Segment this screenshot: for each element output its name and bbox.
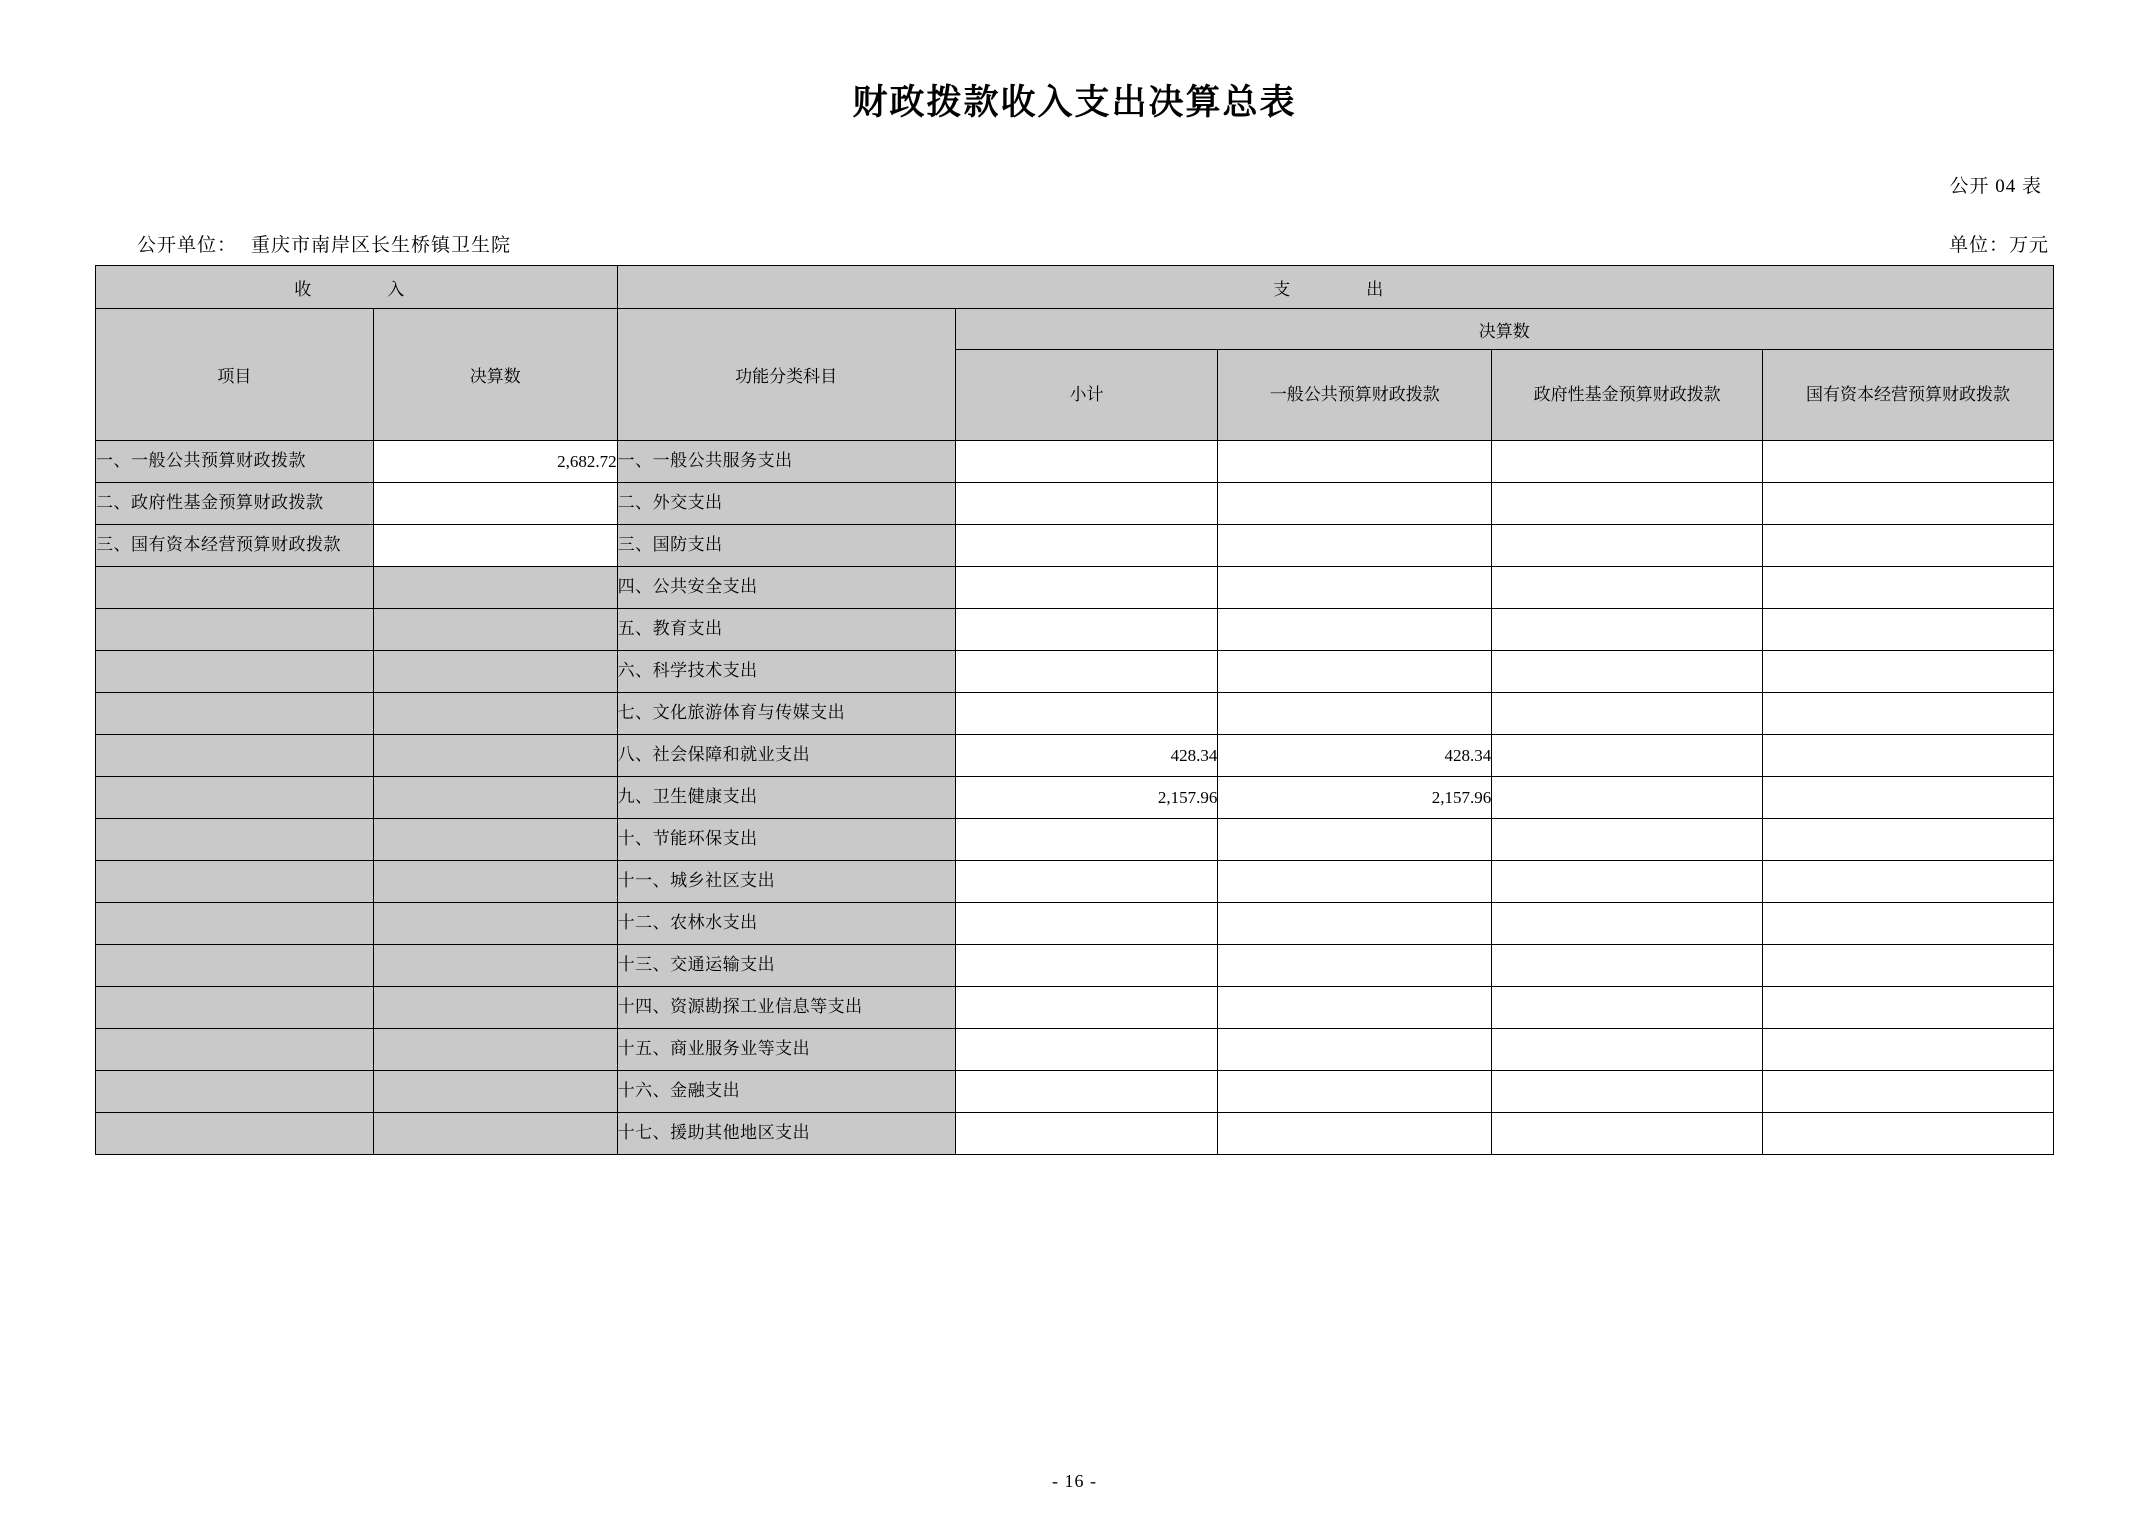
- expense-general-public: [1218, 693, 1492, 735]
- expense-gov-fund: [1492, 861, 1763, 903]
- income-label: [96, 987, 374, 1029]
- expense-general-public: [1218, 861, 1492, 903]
- expense-label: 六、科学技术支出: [617, 651, 955, 693]
- expense-gov-fund: [1492, 651, 1763, 693]
- expense-gov-fund: [1492, 567, 1763, 609]
- expense-state-capital: [1763, 1029, 2054, 1071]
- expense-label: 十六、金融支出: [617, 1071, 955, 1113]
- table-row: [96, 903, 2054, 945]
- expense-general-public: [1218, 1071, 1492, 1113]
- income-value: [373, 483, 617, 525]
- expense-general-public: [1218, 945, 1492, 987]
- financial-table: [95, 265, 2054, 1155]
- header-expense-final-group: 决算数: [955, 309, 2053, 350]
- table-row: [96, 819, 2054, 861]
- expense-state-capital: [1763, 945, 2054, 987]
- income-value: [373, 1113, 617, 1155]
- expense-gov-fund: [1492, 987, 1763, 1029]
- expense-state-capital: [1763, 1113, 2054, 1155]
- income-value: [373, 861, 617, 903]
- expense-subtotal: [955, 525, 1218, 567]
- table-row: [96, 651, 2054, 693]
- expense-subtotal: [955, 903, 1218, 945]
- table-row: [96, 441, 2054, 483]
- expense-label: 十、节能环保支出: [617, 819, 955, 861]
- header-expense-category: 功能分类科目: [617, 309, 955, 441]
- income-value: [373, 609, 617, 651]
- income-label: [96, 651, 374, 693]
- table-row: [96, 1029, 2054, 1071]
- income-value: [373, 567, 617, 609]
- expense-label: 三、国防支出: [617, 525, 955, 567]
- table-header-group-row: [96, 266, 2054, 309]
- expense-subtotal: [955, 567, 1218, 609]
- header-expense-group: 支 出: [617, 266, 2053, 309]
- expense-general-public: [1218, 987, 1492, 1029]
- sheet-number: 公开 04 表: [1949, 176, 2042, 197]
- expense-subtotal: [955, 861, 1218, 903]
- expense-subtotal: [955, 651, 1218, 693]
- expense-label: 四、公共安全支出: [617, 567, 955, 609]
- income-label: [96, 903, 374, 945]
- expense-gov-fund: [1492, 819, 1763, 861]
- expense-label: 十七、援助其他地区支出: [617, 1113, 955, 1155]
- expense-subtotal: [955, 1071, 1218, 1113]
- expense-general-public: [1218, 651, 1492, 693]
- income-label: [96, 609, 374, 651]
- expense-label: 十四、资源勘探工业信息等支出: [617, 987, 955, 1029]
- expense-general-public: [1218, 483, 1492, 525]
- expense-gov-fund: [1492, 525, 1763, 567]
- income-value: [373, 735, 617, 777]
- expense-subtotal: [955, 945, 1218, 987]
- expense-label: 十一、城乡社区支出: [617, 861, 955, 903]
- income-label: 二、政府性基金预算财政拨款: [96, 483, 374, 525]
- header-subtotal: 小计: [955, 350, 1218, 441]
- income-label: [96, 567, 374, 609]
- expense-subtotal: [955, 819, 1218, 861]
- expense-subtotal: [955, 1029, 1218, 1071]
- expense-state-capital: [1763, 609, 2054, 651]
- expense-gov-fund: [1492, 441, 1763, 483]
- income-label: [96, 693, 374, 735]
- table-row: [96, 1071, 2054, 1113]
- expense-state-capital: [1763, 483, 2054, 525]
- expense-state-capital: [1763, 651, 2054, 693]
- expense-state-capital: [1763, 567, 2054, 609]
- expense-state-capital: [1763, 903, 2054, 945]
- expense-label: 十二、农林水支出: [617, 903, 955, 945]
- expense-label: 十三、交通运输支出: [617, 945, 955, 987]
- table-row: [96, 693, 2054, 735]
- income-value: [373, 903, 617, 945]
- income-label: [96, 735, 374, 777]
- header-income-final: 决算数: [373, 309, 617, 441]
- unit-measure: 单位：万元: [1948, 235, 2049, 256]
- expense-general-public: [1218, 609, 1492, 651]
- expense-general-public: 428.34: [1218, 735, 1492, 777]
- expense-label: 七、文化旅游体育与传媒支出: [617, 693, 955, 735]
- expense-general-public: [1218, 819, 1492, 861]
- expense-state-capital: [1763, 693, 2054, 735]
- expense-state-capital: [1763, 525, 2054, 567]
- table-row: [96, 735, 2054, 777]
- expense-general-public: 2,157.96: [1218, 777, 1492, 819]
- expense-gov-fund: [1492, 735, 1763, 777]
- page-footer-number: - 16 -: [1052, 1471, 1097, 1491]
- income-value: [373, 525, 617, 567]
- expense-state-capital: [1763, 987, 2054, 1029]
- expense-label: 五、教育支出: [617, 609, 955, 651]
- table-row: [96, 777, 2054, 819]
- expense-general-public: [1218, 903, 1492, 945]
- expense-label: 十五、商业服务业等支出: [617, 1029, 955, 1071]
- expense-state-capital: [1763, 819, 2054, 861]
- expense-gov-fund: [1492, 1029, 1763, 1071]
- income-value: [373, 777, 617, 819]
- income-value: 2,682.72: [373, 441, 617, 483]
- expense-state-capital: [1763, 1071, 2054, 1113]
- expense-state-capital: [1763, 441, 2054, 483]
- meta-row: [95, 230, 2054, 257]
- header-general-public: 一般公共预算财政拨款: [1218, 350, 1492, 441]
- unit-name: 重庆市南岸区长生桥镇卫生院: [251, 235, 512, 256]
- table-row: [96, 525, 2054, 567]
- expense-gov-fund: [1492, 1113, 1763, 1155]
- expense-gov-fund: [1492, 903, 1763, 945]
- expense-gov-fund: [1492, 1071, 1763, 1113]
- expense-subtotal: 2,157.96: [955, 777, 1218, 819]
- header-gov-fund: 政府性基金预算财政拨款: [1492, 350, 1763, 441]
- expense-gov-fund: [1492, 945, 1763, 987]
- income-value: [373, 987, 617, 1029]
- expense-subtotal: [955, 693, 1218, 735]
- page-title: 财政拨款收入支出决算总表: [852, 83, 1297, 123]
- table-row: [96, 609, 2054, 651]
- expense-label: 一、一般公共服务支出: [617, 441, 955, 483]
- expense-state-capital: [1763, 777, 2054, 819]
- income-value: [373, 693, 617, 735]
- table-row: [96, 1113, 2054, 1155]
- income-label: [96, 945, 374, 987]
- expense-label: 九、卫生健康支出: [617, 777, 955, 819]
- table-row: [96, 945, 2054, 987]
- expense-label: 二、外交支出: [617, 483, 955, 525]
- table-row: [96, 987, 2054, 1029]
- expense-subtotal: [955, 483, 1218, 525]
- expense-subtotal: [955, 609, 1218, 651]
- income-value: [373, 651, 617, 693]
- expense-label: 八、社会保障和就业支出: [617, 735, 955, 777]
- income-value: [373, 819, 617, 861]
- table-header-sub-row: [96, 309, 2054, 350]
- expense-general-public: [1218, 441, 1492, 483]
- income-label: [96, 819, 374, 861]
- income-label: [96, 861, 374, 903]
- expense-state-capital: [1763, 735, 2054, 777]
- income-label: [96, 1029, 374, 1071]
- expense-gov-fund: [1492, 483, 1763, 525]
- expense-gov-fund: [1492, 609, 1763, 651]
- table-row: [96, 861, 2054, 903]
- expense-subtotal: [955, 1113, 1218, 1155]
- income-value: [373, 1071, 617, 1113]
- table-row: [96, 567, 2054, 609]
- header-income-item: 项目: [96, 309, 374, 441]
- income-value: [373, 945, 617, 987]
- income-label: [96, 1113, 374, 1155]
- expense-general-public: [1218, 1113, 1492, 1155]
- header-income-group: 收 入: [96, 266, 618, 309]
- expense-general-public: [1218, 1029, 1492, 1071]
- income-label: 三、国有资本经营预算财政拨款: [96, 525, 374, 567]
- expense-subtotal: [955, 441, 1218, 483]
- expense-general-public: [1218, 567, 1492, 609]
- unit-label: 公开单位：: [137, 235, 238, 256]
- header-state-capital: 国有资本经营预算财政拨款: [1763, 350, 2054, 441]
- income-label: [96, 777, 374, 819]
- unit-info: [137, 230, 511, 257]
- expense-subtotal: 428.34: [955, 735, 1218, 777]
- expense-gov-fund: [1492, 693, 1763, 735]
- income-label: 一、一般公共预算财政拨款: [96, 441, 374, 483]
- income-value: [373, 1029, 617, 1071]
- table-row: [96, 483, 2054, 525]
- expense-subtotal: [955, 987, 1218, 1029]
- income-label: [96, 1071, 374, 1113]
- expense-gov-fund: [1492, 777, 1763, 819]
- expense-state-capital: [1763, 861, 2054, 903]
- expense-general-public: [1218, 525, 1492, 567]
